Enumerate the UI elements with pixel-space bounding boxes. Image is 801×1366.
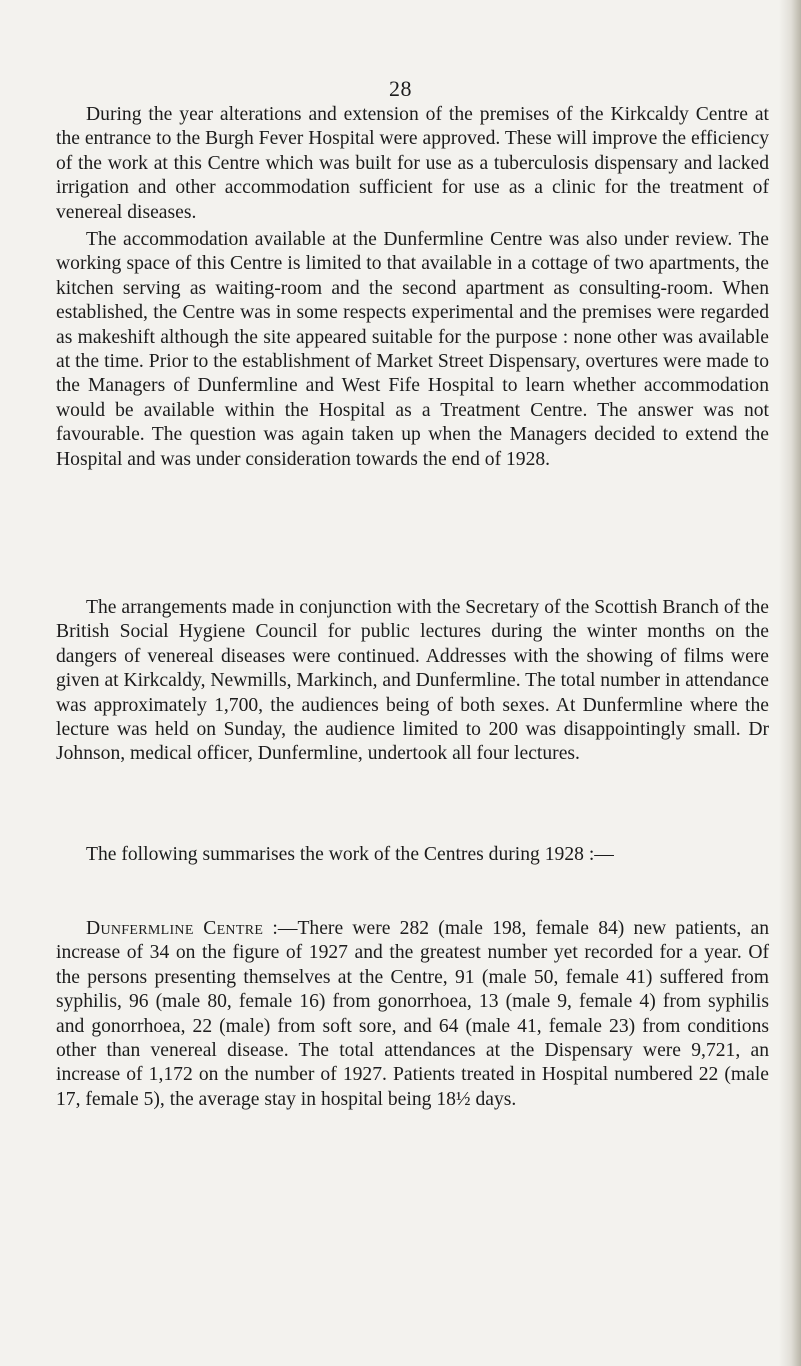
paragraph-public-lectures: The arrangements made in conjunction with the Secretary of the Scottish Branch of the British Social Hygiene Council for public lectures during the winter months on the dangers of venereal diseases were continued. Addresses with the showing of films were given at Kirkcaldy, Newmills, Markinch, and Dunfermline. The total number in attendance was approximately 1,700, the audiences being of both sexes. At Dunfermline where the lecture was held on Sunday, the audience limited to 200 was disappointingly small. Dr Johnson, medical officer, Dunfermline, undertook all four lectures. (56, 597, 769, 765)
paragraph-dunfermline-centre (56, 917, 769, 1112)
paragraph-body: :—There were 282 (male 198, female 84) new patients, an increase of 34 on the figure of 1927 and the greatest number yet recorded for a year. Of the persons presenting themselves at the Centre, 91 (male 50, female 41) suffered from syphilis, 96 (male 80, female 16) from gonorrhoea, 13 (male 9, female 4) from syphilis and gonorrhoea, 22 (male) from soft sore, and 64 (male 41, female 23) from conditions other than venereal disease. The total attendances at the Dispensary were 9,721, an increase of 1,172 on the number of 1927. Patients treated in Hospital numbered 22 (male 17, female 5), the average stay in hospital being 18½ days. (56, 918, 770, 1110)
section-heading: Dunfermline Centre (86, 918, 264, 939)
paragraph-summary-intro: The following summarises the work of the Centres during 1928 :— (86, 844, 614, 865)
page-edge-shadow (779, 0, 801, 1366)
page-number: 28 (389, 76, 412, 101)
paragraph-kirkcaldy-centre: During the year alterations and extension of the premises of the Kirkcaldy Centre at the entrance to the Burgh Fever Hospital were approved. These will improve the efficiency of the work at this Centre which was built for use as a tuberculosis dispensary and lacked irrigation and other accommodation sufficient for use as a clinic for the treatment of venereal diseases. (56, 104, 769, 223)
paragraph-dunfermline-accommodation: The accommodation available at the Dunfermline Centre was also under review. The working space of this Centre is limited to that available in a cottage of two apartments, the kitchen serving as waiting-room and the second apartment as consulting-room. When established, the Centre was in some respects experimental and the premises were regarded as makeshift although the site appeared suitable for the purpose : none other was available at the time. Prior to the establishment of Market Street Dispensary, overtures were made to the Managers of Dunfermline and West Fife Hospital to learn whether accommodation would be available within the Hospital as a Treatment Centre. The answer was not favourable. The question was again taken up when the Managers decided to extend the Hospital and was under consideration towards the end of 1928. (56, 229, 769, 470)
